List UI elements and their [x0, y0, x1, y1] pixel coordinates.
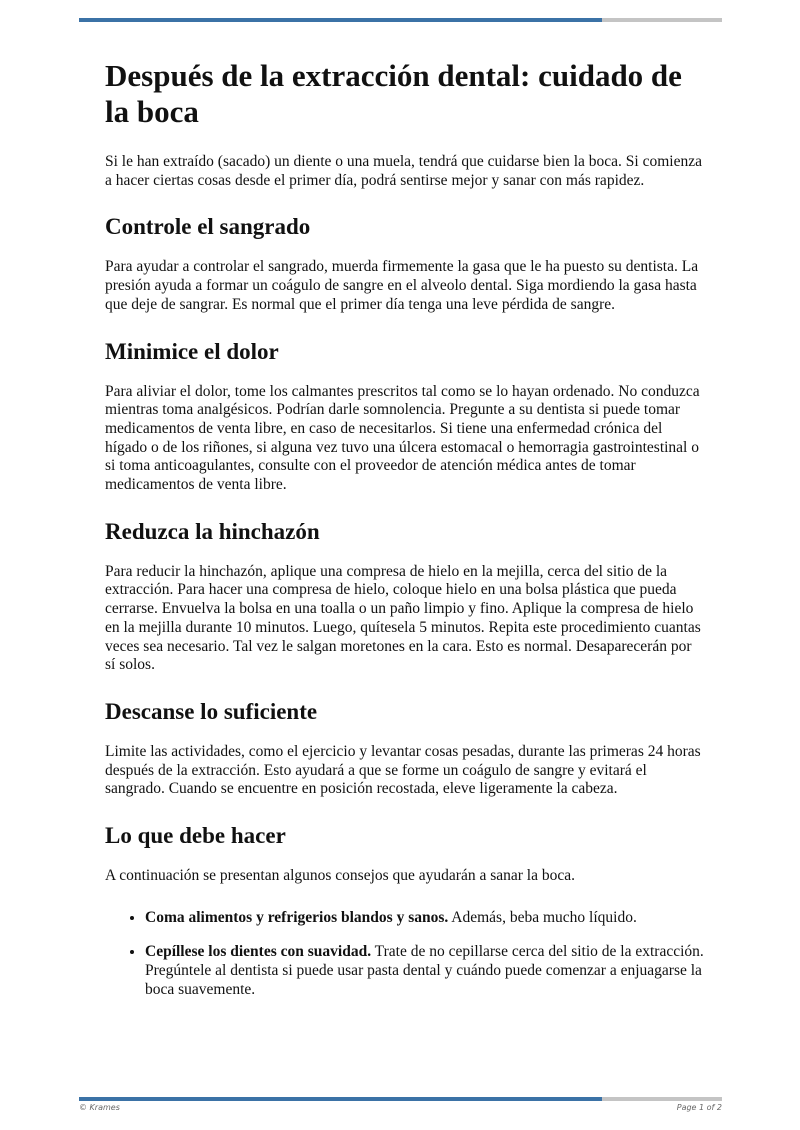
section-heading-rest: Descanse lo suficiente [105, 698, 318, 724]
tip-text: Trate de no cepillarse cerca del sitio de la extracción. Pregúntele al dentista si puede usar pasta dental y cuándo puede comenzar a enjuagarse la boca suavemente. [145, 943, 704, 998]
section-heading-swelling: Reduzca la hinchazón [105, 518, 320, 544]
list-item [145, 943, 705, 999]
footer-copyright: © Krames [79, 1103, 120, 1112]
footer-rule-secondary [602, 1097, 722, 1101]
section-body-rest: Limite las actividades, como el ejercicio y levantar cosas pesadas, durante las primeras 24 horas después de la extracción. Esto ayudará a que se forme un coágulo de sangre y evitará el sangrado. Cuando se encuentre en posición recostada, eleve ligeramente la cabeza. [105, 742, 701, 798]
list-item [145, 909, 705, 928]
header-rule-accent [79, 18, 602, 22]
footer-page-number: Page 1 of 2 [676, 1103, 722, 1112]
section-body-bleeding: Para ayudar a controlar el sangrado, muerda firmemente la gasa que le ha puesto su dentista. La presión ayuda a formar un coágulo de sangre en el alveolo dental. Siga mordiendo la gasa hasta que deje de sangrar. Es normal que el primer día tenga una leve pérdida de sangre. [105, 258, 699, 313]
header-rule [79, 18, 722, 22]
section-heading-todo: Lo que debe hacer [105, 823, 286, 849]
document-body [105, 58, 705, 1016]
tip-bold: Coma alimentos y refrigerios blandos y sanos. [145, 908, 449, 926]
tip-bold: Cepíllese los dientes con suavidad. [145, 943, 372, 961]
footer-rule-accent [79, 1097, 602, 1101]
page-title: Después de la extracción dental: cuidado de la boca [105, 58, 682, 129]
tip-text: Además, beba mucho líquido. [448, 908, 637, 926]
section-body-todo: A continuación se presentan algunos consejos que ayudarán a sanar la boca. [105, 867, 576, 885]
section-body-swelling: Para reducir la hinchazón, aplique una compresa de hielo en la mejilla, cerca del sitio de la extracción. Para hacer una compresa de hielo, coloque hielo en una bolsa plástica que pueda cerrarse. Envuelva la bolsa en una toalla o un paño limpio y fino. Aplique la compresa de hielo en la mejilla durante 10 minutos. Luego, quítesela 5 minutos. Repita este procedimiento cuantas veces sea necesario. Tal vez le salgan moretones en la cara. Esto es normal. Desaparecerán por sí solos. [105, 562, 701, 674]
section-heading-pain: Minimice el dolor [105, 338, 279, 364]
header-rule-secondary [602, 18, 722, 22]
intro-paragraph: Si le han extraído (sacado) un diente o una muela, tendrá que cuidarse bien la boca. Si comienza a hacer ciertas cosas desde el primer día, podrá sentirse mejor y sanar con más rapidez. [105, 153, 702, 189]
section-body-pain: Para aliviar el dolor, tome los calmantes prescritos tal como se lo hayan ordenado. No conduzca mientras toma analgésicos. Podrían darle somnolencia. Pregunte a su dentista si puede tomar medicamentos de venta libre, en caso de necesitarlos. Si tiene una enfermedad crónica del hígado o de los riñones, si alguna vez tuvo una úlcera estomacal o hemorragia gastrointestinal o si toma anticoagulantes, consulte con el proveedor de atención médica antes de tomar medicamentos de venta libre. [105, 382, 700, 494]
section-heading-bleeding: Controle el sangrado [105, 214, 311, 240]
tips-list [105, 909, 705, 1000]
footer-rule [79, 1097, 722, 1101]
